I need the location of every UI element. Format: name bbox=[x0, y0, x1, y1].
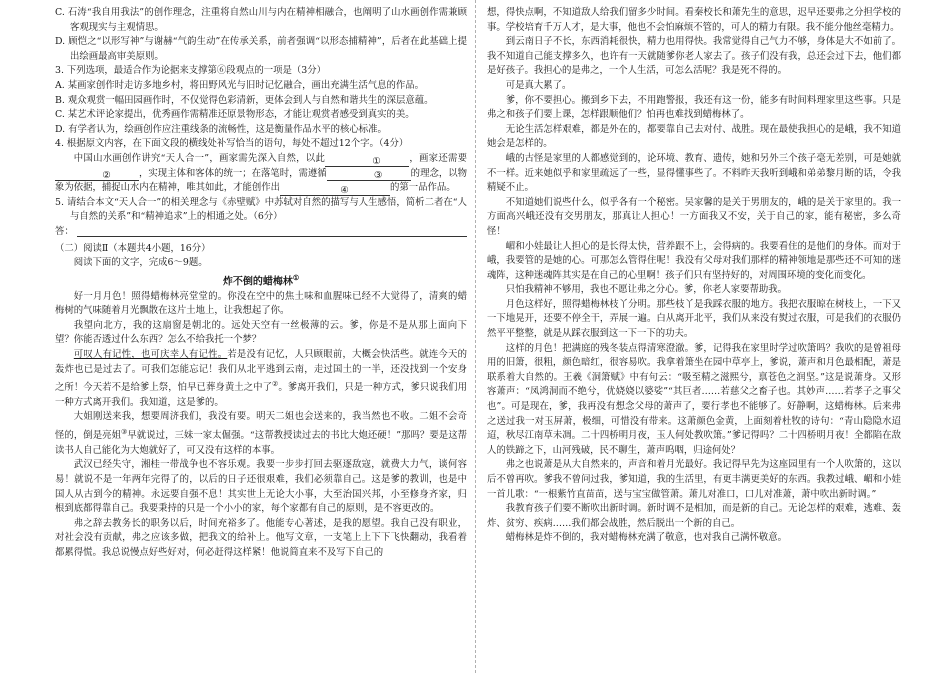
blank-3[interactable] bbox=[327, 169, 411, 181]
story-para-19: 我教育孩子们要不断吹出新时调。新时调不是相加，而是新的自己。无论怎样的艰难，逃难、轰炸、贫穷、疾病……我们都会战胜，然后脱出一个新的自己。 bbox=[487, 503, 901, 529]
answer-label: 答： bbox=[55, 225, 74, 237]
left-column bbox=[55, 6, 467, 561]
story-para-1: 好一月月色！照得蜡梅林亮堂堂的。你没在空中的焦土味和血腥味已经不大觉得了，清爽的蜡梅树的气味随着月光飘散在这片土地上，让我想起了你。 bbox=[55, 290, 467, 317]
story-title-note: ① bbox=[292, 272, 300, 282]
question-5: 5. 请结合本文“天人合一”的相关理念与《赤壁赋》中苏轼对自然的描写与人生感悟，简析二者在“人与自然的关系”和“精神追求”上的相通之处。（6分） bbox=[55, 196, 467, 223]
story-para-4-end: 早就说过，三妹一家太倔强。“这帮教授读过去的书比大炮还硬！”那吗？要是这帮读书人自己能化为大炮就好了，可又没有这样的本事。 bbox=[55, 430, 468, 456]
answer-rule bbox=[77, 236, 467, 237]
column-divider bbox=[475, 0, 476, 673]
story-title-text: 炸不倒的蜡梅林 bbox=[222, 276, 293, 288]
story-para-3-end: 。爹离开我们，只是一种方式，爹只说我们用一种方式离开我们。我知道，这是爹的。 bbox=[55, 382, 467, 408]
q3-option-b: B. 观众观赏一幅田园画作时，不仅觉得色彩清新，更体会到人与自然和谐共生的深层意蕴。 bbox=[55, 94, 434, 106]
story-para-7: 想，得快点啊，不知道敌人给我们留多少时间。看秦校长和萧先生的意思，迟早还要弗之分担学校的事。学校培育千万人才，是大事，他也不会怕麻烦不管的，可人的精力有限。我不能分他丝毫精力。 bbox=[487, 7, 901, 33]
question-4: 4. 根据原文内容，在下面文段的横线处补写恰当的语句，每处不超过12个字。（4分） bbox=[55, 138, 409, 150]
q4-text-1: 中国山水画创作讲究“天人合一”，画家需先深入自然，以此 bbox=[73, 152, 326, 164]
note-2: ② bbox=[272, 380, 279, 389]
q4-text-5: 的第一品作品。 bbox=[390, 182, 456, 194]
q3-option-c: C. 某艺术评论家提出，优秀画作需精准还原景物形态，才能让观赏者感受到真实的美。 bbox=[55, 109, 415, 121]
option-d: D. 顾恺之“以形写神”与谢赫“气韵生动”在传承关系，前者强调“以形态捕精神”，后者在此基础上提出绘画最高审美原则。 bbox=[55, 36, 467, 62]
story-para-3 bbox=[55, 348, 467, 411]
story-para-9: 可是真大累了。 bbox=[505, 79, 572, 91]
q4-text-4: 的理念，以物象为依据，捕捉山水内在精神，唯其如此，才能创作出 bbox=[55, 167, 467, 194]
story-para-10: 爹，你不要担心。搬到乡下去，不用跑警报，我还有这一份，能多有时间料理家里这些事。只是弗之和孩子们要上课，怎样跟顺他们？怕再也难找到蜡梅林了。 bbox=[487, 94, 901, 121]
story-para-5: 武汉已经失守，湘桂一带战争也不容乐观。我要一步步打回去驱逐敌寇，就费大力气，谈何容易！就说不是一年两年完得了的，以后的日子还很艰难，我们必须靠自己。这是爹的教训，也是中国人从古到今的精神。永远要自强不息！其实世上无论大小事，大至治国兴邦，小至修身齐家，归根到底都得靠自己。我要秉持的只是一个小小的家，每个家都有自己的原则，是不容更改的。 bbox=[55, 459, 467, 515]
answer-area[interactable] bbox=[55, 225, 467, 240]
q4-passage bbox=[55, 152, 467, 196]
blank-4[interactable] bbox=[280, 184, 390, 196]
right-column bbox=[487, 6, 901, 546]
blank-1-label: ① bbox=[372, 155, 381, 167]
story-para-4-body: 大姐刚送来我，想要周济我们，我没有要。明天二姐也会送来的，我当然也不收。二姐不会奇怪的，倒是亮姐 bbox=[55, 411, 467, 442]
q3-option-d: D. 有学者认为，绘画创作应注重线条的流畅性，这是衡量作品水平的核心标准。 bbox=[55, 123, 387, 135]
story-para-17: 这样的月色！把满庭的残冬装点得清寒澄澈。爹，记得我在家里时学过吹箫吗？我吹的是曾祖母用的旧箫，很粗，颜色暗红，很容易吹。我拿着箫坐在园中草亭上，爹说，萧声和月色最相配，萧是联系着大自然的。王羲《洞箫赋》中有句云：“吸至精之滋熙兮，禀苍色之润坚。”这是说萧身。又形容萧声：“凤鸿洞而不绝兮，优娆娆以婆娑”“其巨者……若慈父之畜子也。其妙声……若孝子之事父也”。可是现在，爹，我再没有想念父母的萧声了，要行孝也不能够了。好静啊，这蜡梅林。后来弗之送过我一对玉屏萧，极细，可惜没有带来。这萧颜色金黄，上面刻着杜牧的诗句：“青山隐隐水迢迢，秋尽江南草未凋。二十四桥明月夜，玉人何处教吹箫。”爹记得吗？二十四桥明月夜！全都陷在敌人的铁蹄之下，山河残破，民不聊生，萧声呜咽，归途何处？ bbox=[487, 342, 901, 456]
story-para-13: 不知道她们说些什么，似乎各有一个秘密。吴家馨的是关于男朋友的，峨的是关于家里的。我一方面高兴峨还没有交男朋友，那真让人担心！一方面我又不安，关于自己的家，能有秘密，多么奇怪！ bbox=[487, 196, 901, 237]
q4-text-3: ，实现主体和客体的统一；在落笔时，需遵循 bbox=[139, 167, 327, 179]
story-para-15: 只怕我精神不够用，我也不愿让弗之分心。爹，你老人家要帮助我。 bbox=[505, 284, 788, 296]
underlined-sentence: 可叹人有记性，也可庆幸人有记性。 bbox=[73, 348, 228, 360]
story-para-18: 弗之也说萧是从大自然来的，声音和着月光最好。我记得早先为这座园里有一个人吹箫的，这以后不曾再吹。爹我不曾问过我，爹知道，我的生活里，有更丰满更美好的东西。我教过峨、嵋和小娃一首儿歌：“一根紫竹直苗苗，送与宝宝做管萧。萧儿对准口，口儿对准萧，萧中吹出新时调。” bbox=[487, 459, 901, 500]
question-3: 3. 下列选项，最适合作为论据来支撑第⑥段观点的一项是（3分） bbox=[55, 65, 327, 77]
story-para-8: 到云南日子不长，东西消耗很快，精力也用得快。我常觉得自己气力不够，身体是大不如前了。我不知道自己能支撑多久，也许有一天就随爹你老人家去了。孩子们没有我，总还会过下去，他们都是好孩子。我担心的是弗之，一个人生活，可怎么活呢？我是死不得的。 bbox=[487, 36, 901, 77]
story-para-16: 月色这样好，照得蜡梅林枝丫分明。那些枝丫是我踩衣服的地方。我把衣服晾在树枝上，一下又一下地晃开，还要不停全干，弄展一遍。白从离开北平，我们从来没有熨过衣服，可是我们的衣服仍然平平整整，就是从踩衣服到这一下一下的功夫。 bbox=[487, 298, 901, 340]
blank-2[interactable] bbox=[55, 169, 139, 181]
blank-1[interactable] bbox=[325, 155, 409, 167]
story-para-3-body: 若是没有记忆，人只顾眼前，大概会快活些。就连今天的轰炸也已是过去了。可我们怎能忘记！我们从北平逃到云南，走过国土的一半，还没找到一个安身之所！今天若不是给爹上祭，怕早已葬身黄土之中了 bbox=[55, 348, 467, 394]
story-para-4 bbox=[55, 410, 467, 458]
story-para-12: 峨的古怪是家里的人都感觉到的，论环境、教育、遗传，她和另外三个孩子毫无差别，可是她就不一样。近来她似乎和家里疏远了一些，显得懂事些了。不料昨天我听到峨和弟弟黎月断的话，令我精疑不止。 bbox=[487, 152, 901, 194]
option-c: C. 石涛“我自用我法”的创作理念，注重将自然山川与内在精神相融合，也阐明了山水画创作需兼顾客观现实与主观情思。 bbox=[55, 7, 467, 33]
story-para-14: 嵋和小娃最让人担心的是长得太快，营养跟不上，会得病的。我要看住的是他们的身体。而对于峨，我要管的是她的心。可那怎么管得住呢！我没有父母对我们那样的精神领地是那些还不可知的迷魂阵，这种迷魂阵其实是在自己的心里啊！孩子们只有坚持好的，对周围环境的变化而变化。 bbox=[487, 240, 901, 281]
story-para-2: 我望向北方，我的这扇窗是朝北的。远处天空有一丝极薄的云。爹，你是不是从那上面向下望？你能否透过什么东西？怎么不给我托一个梦？ bbox=[55, 319, 467, 346]
q3-option-a: A. 某画家创作时走访多地乡村，将田野风光与旧时记忆融合，画出充满生活气息的作品。 bbox=[55, 79, 424, 91]
story-para-6: 弗之辞去教务长的职务以后，时间充裕多了。他能专心著述，是我的愿望。我自己没有职业，对社会没有贡献，弗之应该多做，把我文的给补上。他写文章，一支笔上上下下飞快翻动，我看着都累得慌。我总说慢点好些好对，何必赶得这样紧！他说简直来不及写下自己的 bbox=[55, 517, 467, 558]
story-para-20: 蜡梅林是炸不倒的，我对蜡梅林充满了敬意，也对我自己满怀敬意。 bbox=[505, 532, 788, 544]
section-2-instruction: 阅读下面的文字，完成6～9题。 bbox=[73, 257, 208, 269]
story-para-11: 无论生活怎样艰难，都是外在的，都要靠自己去对付、战胜。现在最使我担心的是峨，我不知道她会是怎样的。 bbox=[487, 123, 901, 150]
blank-3-label: ③ bbox=[373, 170, 383, 182]
section-2-heading: （二）阅读Ⅱ（本题共4小题，16分） bbox=[55, 242, 211, 254]
blank-2-label: ② bbox=[102, 170, 111, 182]
blank-4-label: ④ bbox=[340, 184, 349, 196]
note-3: ③ bbox=[121, 428, 128, 437]
q4-text-2: ，画家还需要 bbox=[409, 152, 467, 164]
story-title bbox=[55, 271, 467, 290]
